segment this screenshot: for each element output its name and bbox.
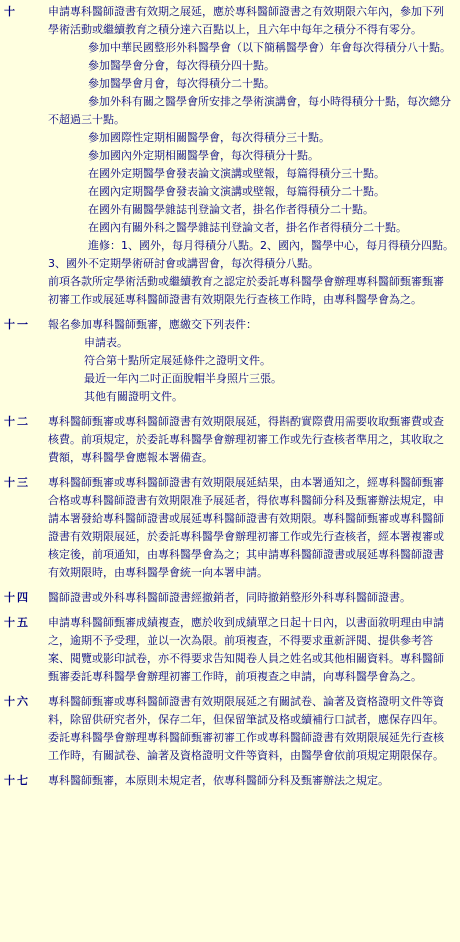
- article-body: [48, 316, 460, 406]
- article-number: 十一: [4, 318, 30, 331]
- article-paragraph: 申請專科醫師證書有效期之展延，應於專科醫師證書之有效期限六年內，參加下列學術活動或繼續教育之積分達六百點以上，且六年中每年之積分不得有零分。: [48, 5, 444, 36]
- article-paragraph: 專科醫師甄審或專科醫師證書有效期限展延，得斟酌實際費用需要收取甄審費或查核費。前項規定，於委託專科醫學會辦理初審工作或先行查核者準用之，其收取之費額，專科醫學會應報本署備查。: [48, 415, 444, 464]
- article-number: 十五: [4, 616, 30, 629]
- article-paragraph: 參加醫學會分會，每次得積分四十點。: [88, 59, 275, 72]
- article-paragraph: 參加國內外定期相關醫學會，每次得積分十點。: [88, 149, 319, 162]
- article-body: [48, 3, 460, 309]
- article-body: [48, 589, 460, 607]
- article-body: [48, 693, 460, 765]
- article-paragraph: 醫師證書或外科專科醫師證書經撤銷者，同時撤銷整形外科專科醫師證書。: [48, 591, 411, 604]
- article-paragraph: 參加中華民國整形外科醫學會（以下簡稱醫學會）年會每次得積分八十點。: [88, 41, 451, 54]
- article-14: [0, 589, 460, 607]
- article-number: 十六: [4, 695, 30, 708]
- article-paragraph: 前項各款所定學術活動或繼續教育之認定於委託專科醫學會辦理專科醫師甄審甄審初審工作或展延專科醫師證書有效期限先行查核工作時，由專科醫學會為之。: [48, 275, 444, 306]
- article-paragraph: 在國內有關外科之醫學雜誌刊登論文者，掛名作者得積分二十點。: [88, 221, 407, 234]
- article-paragraph: 參加醫學會月會，每次得積分二十點。: [88, 77, 275, 90]
- article-number: 十四: [4, 591, 30, 604]
- article-11: [0, 316, 460, 406]
- article-paragraph: 專科醫師甄審或專科醫師證書有效期限展延之有關試卷、論著及資格證明文件等資料，除留供研究者外，保存二年，但保留筆試及格或續補行口試者，應保存四年。委託專科醫學會辦理專科醫師甄審初審工作或專科醫師證書有效期限展延先行查核工作時，有關試卷、論著及資格證明文件等資料，由醫學會依前項規定期限保存。: [48, 695, 444, 762]
- article-body: [48, 614, 460, 686]
- article-number: 十七: [4, 774, 30, 787]
- article-paragraph: 參加國際性定期相關醫學會，每次得積分三十點。: [88, 131, 330, 144]
- article-17: [0, 772, 460, 790]
- article-number: 十: [4, 5, 17, 18]
- article-paragraph: 申請專科醫師甄審成績複查，應於收到成績單之日起十日內，以書面敘明理由申請之，逾期不予受理，並以一次為限。前項複查，不得要求重新評閱、提供參考答案、閱覽或影印試卷，亦不得要求告知閱卷人員之姓名或其他相關資料。專科醫師甄審委託專科醫學會辦理初審工作時，前項複查之申請，向專科醫學會為之。: [48, 616, 444, 683]
- article-paragraph: 符合第十點所定展延條件之證明文件。: [84, 354, 271, 367]
- article-paragraph: 申請表。: [84, 336, 128, 349]
- article-paragraph: 專科醫師甄審，本原則未規定者，依專科醫師分科及甄審辦法之規定。: [48, 774, 389, 787]
- article-paragraph: 最近一年內二吋正面脫帽半身照片三張。: [84, 372, 282, 385]
- article-paragraph: 在國外定期醫學會發表論文演講或壁報，每篇得積分三十點。: [88, 167, 385, 180]
- article-paragraph: 參加外科有關之醫學會所安排之學術演講會，每小時得積分十點，每次總分不超過三十點。: [48, 95, 451, 126]
- article-paragraph: 在國外有關醫學雜誌刊登論文者，掛名作者得積分二十點。: [88, 203, 374, 216]
- article-10: [0, 3, 460, 309]
- article-number: 十三: [4, 476, 30, 489]
- article-body: [48, 772, 460, 790]
- article-paragraph: 其他有關證明文件。: [84, 390, 183, 403]
- article-15: [0, 614, 460, 686]
- article-paragraph: 進修：1、國外，每月得積分八點。2、國內，醫學中心，每月得積分四點。3、國外不定期學術研討會或講習會，每次得積分八點。: [48, 239, 454, 270]
- article-13: [0, 474, 460, 582]
- article-paragraph: 在國內定期醫學會發表論文演講或壁報，每篇得積分二十點。: [88, 185, 385, 198]
- article-16: [0, 693, 460, 765]
- article-number: 十二: [4, 415, 30, 428]
- article-12: [0, 413, 460, 467]
- article-paragraph: 專科醫師甄審或專科醫師證書有效期限展延結果，由本署通知之，經專科醫師甄審合格或專科醫師證書有效期限准予展延者，得依專科醫師分科及甄審辦法規定，申請本署發給專科醫師證書或展延專科醫師證書有效期限。專科醫師甄審或專科醫師證書有效期限展延，於委託專科醫學會辦理初審工作或先行查核者，經本署複審或核定後，前項通知，由專科醫學會為之；其申請專科醫師證書或展延專科醫師證書有效期限時，由專科醫學會統一向本署申請。: [48, 476, 444, 579]
- article-body: [48, 474, 460, 582]
- article-paragraph: 報名參加專科醫師甄審，應繳交下列表件：: [48, 318, 257, 331]
- article-body: [48, 413, 460, 467]
